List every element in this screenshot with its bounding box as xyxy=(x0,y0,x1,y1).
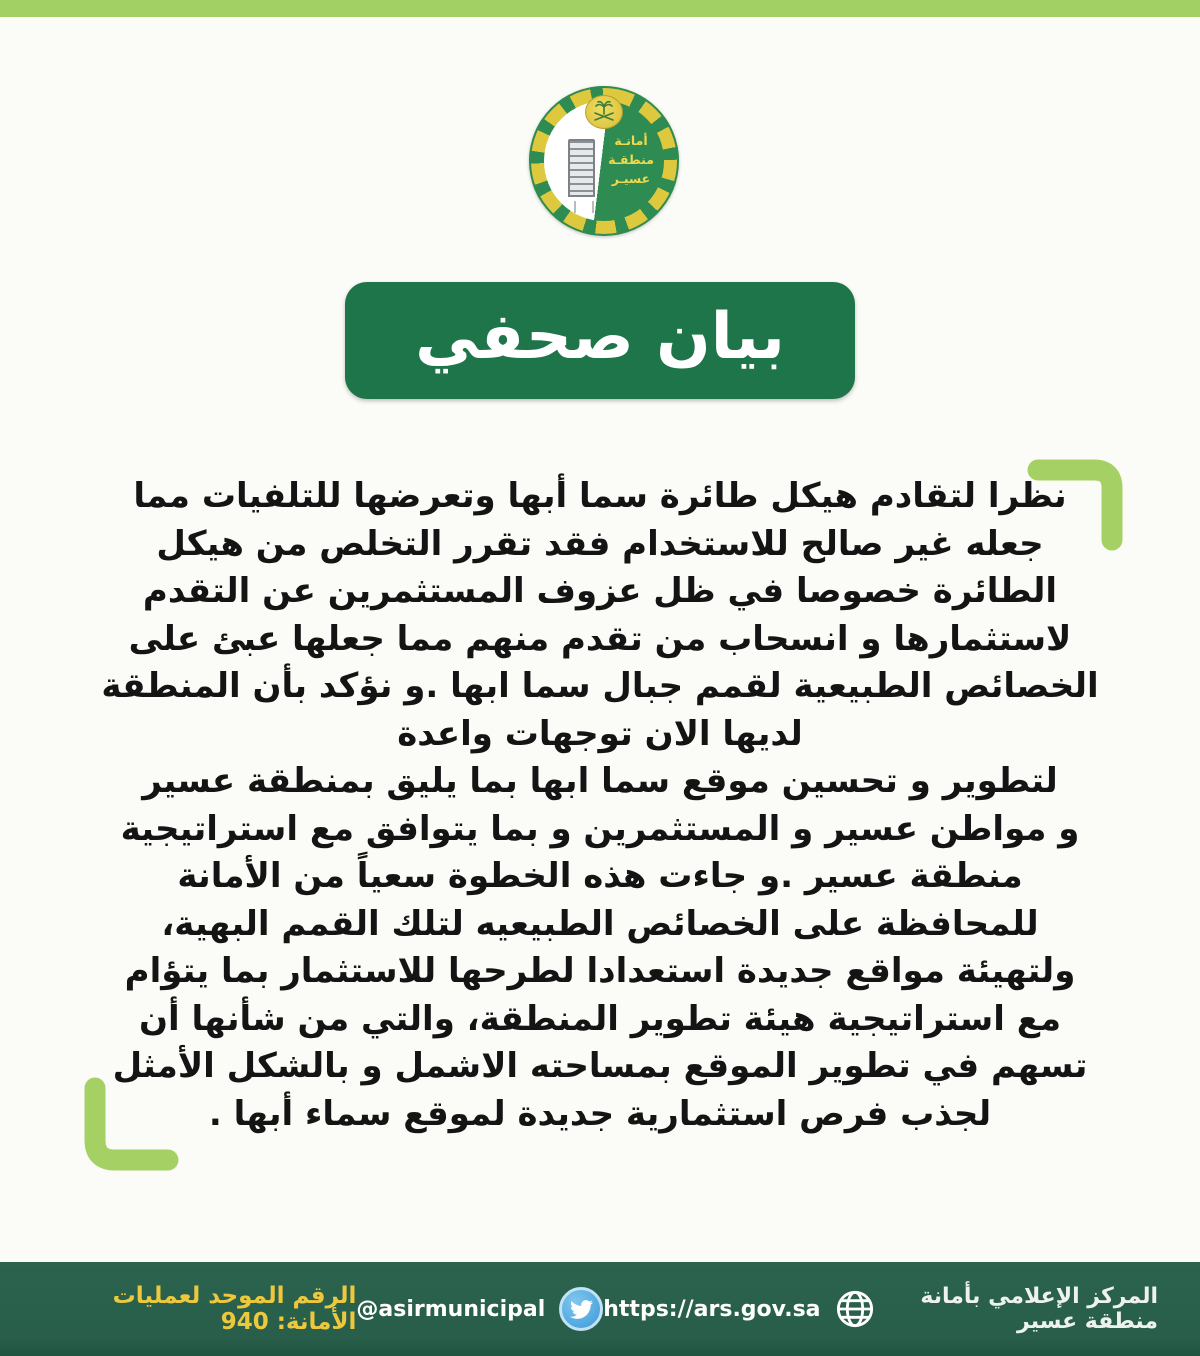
laurel-wreath-ring xyxy=(529,86,679,236)
media-center-label: المركز الإعلامي بأمانة منطقة عسير xyxy=(920,1284,1158,1334)
website-url: https://ars.gov.sa xyxy=(603,1296,821,1322)
palm-swords-emblem xyxy=(585,95,623,129)
municipality-logo xyxy=(529,86,679,236)
press-release-line: و مواطن عسير و المستثمرين و بما يتوافق مع استراتيجية xyxy=(120,808,1080,849)
top-accent-bar xyxy=(0,0,1200,17)
press-release-line: نظرا لتقادم هيكل طائرة سما أبها وتعرضها للتلفيات مما xyxy=(133,476,1067,516)
press-release-line: جعله غير صالح للاستخدام فقد تقرر التخلص من هيكل xyxy=(156,523,1044,564)
press-release-line: للمحافظة على الخصائص الطبيعيه لتلك القمم البهية، xyxy=(161,903,1039,944)
press-release-line: لديها الان توجهات واعدة xyxy=(397,713,803,754)
banner-title: بيان صحفي xyxy=(415,299,785,374)
globe-icon xyxy=(835,1289,875,1329)
twitter-link[interactable] xyxy=(356,1287,603,1331)
logo-text-line: منطقـة xyxy=(608,152,654,167)
press-release-line: الطائرة خصوصا في ظل عزوف المستثمرين عن التقدم xyxy=(142,571,1058,611)
palm-swords-glyph xyxy=(591,100,617,124)
twitter-bird-glyph xyxy=(570,1298,593,1321)
website-link[interactable] xyxy=(603,1289,874,1329)
press-release-line: لجذب فرص استثمارية جديدة لموقع سماء أبها . xyxy=(208,1093,992,1134)
footer-bar xyxy=(0,1262,1200,1356)
press-release-banner xyxy=(345,282,855,399)
twitter-handle: @asirmunicipal xyxy=(356,1296,546,1322)
twitter-icon xyxy=(559,1287,603,1331)
logo-text-line: عسيـر xyxy=(611,171,651,186)
logo-org-name xyxy=(604,131,658,188)
press-release-line: ولتهيئة مواقع جديدة استعدادا لطرحها للاستثمار بما يتؤام xyxy=(124,951,1076,991)
building-illustration xyxy=(568,139,595,197)
logo-text-line: أمانـة xyxy=(614,133,648,148)
press-release-line: مع استراتيجية هيئة تطوير المنطقة، والتي من شأنها أن xyxy=(138,998,1062,1039)
press-release-line: لاستثمارها و انسحاب من تقدم منهم مما جعلها عبئ على xyxy=(128,618,1072,659)
press-release-line: تسهم في تطوير الموقع بمساحته الاشمل و بالشكل الأمثل xyxy=(112,1046,1088,1086)
press-release-line: الخصائص الطبيعية لقمم جبال سما ابها .و نؤكد بأن المنطقة xyxy=(101,666,1099,706)
press-release-line: لتطوير و تحسين موقع سما ابها بما يليق بمنطقة عسير xyxy=(142,761,1058,801)
unified-number-label: الرقم الموحد لعمليات الأمانة: 940 xyxy=(112,1283,357,1335)
press-release-body xyxy=(95,473,1105,1138)
press-release-line: منطقة عسير .و جاءت هذه الخطوة سعياً من الأمانة xyxy=(177,856,1023,896)
